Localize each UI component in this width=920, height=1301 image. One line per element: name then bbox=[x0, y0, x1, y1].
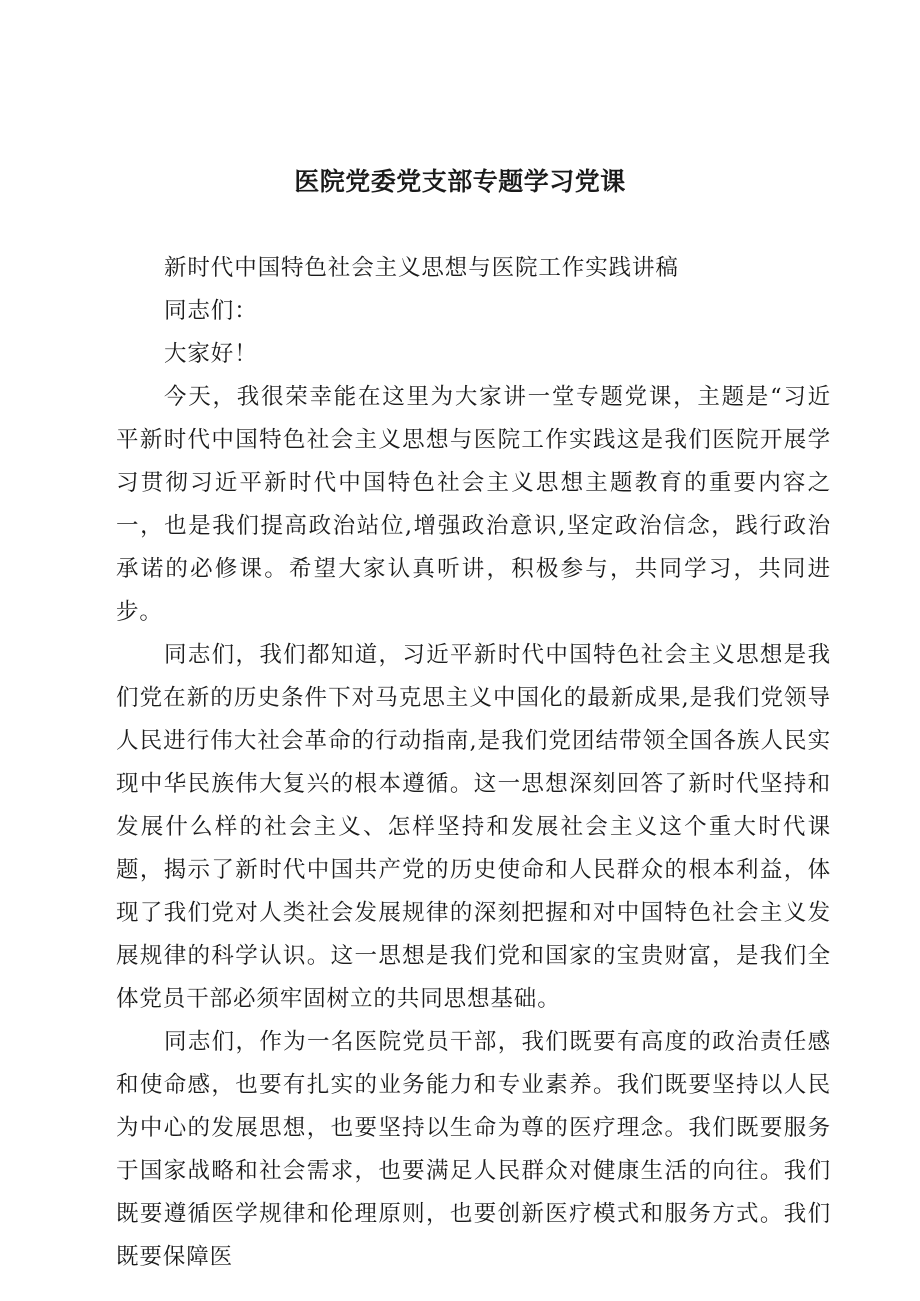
body-paragraph: 同志们，我们都知道，习近平新时代中国特色社会主义思想是我们党在新的历史条件下对马克思主义中国化的最新成果,是我们党领导人民进行伟大社会革命的行动指南,是我们党团结带领全国各族人民实现中华民族伟大复兴的根本遵循。这一思想深刻回答了新时代坚持和发展什么样的社会主义、怎样坚持和发展社会主义这个重大时代课题，揭示了新时代中国共产党的历史使命和人民群众的根本利益，体现了我们党对人类社会发展规律的深刻把握和对中国特色社会主义发展规律的科学认识。这一思想是我们党和国家的宝贵财富，是我们全体党员干部必须牢固树立的共同思想基础。 bbox=[116, 642, 831, 1012]
subtitle-paragraph: 新时代中国特色社会主义思想与医院工作实践讲稿 bbox=[164, 255, 679, 281]
body-paragraph: 今天，我很荣幸能在这里为大家讲一堂专题党课，主题是“习近平新时代中国特色社会主义思想与医院工作实践这是我们医院开展学习贯彻习近平新时代中国特色社会主义思想主题教育的重要内容之一，也是我们提高政治站位,增强政治意识,坚定政治信念，践行政治承诺的必修课。希望大家认真听讲，积极参与，共同学习，共同进步。 bbox=[116, 384, 831, 625]
greeting-paragraph: 大家好！ bbox=[164, 341, 258, 367]
body-paragraph: 同志们，作为一名医院党员干部，我们既要有高度的政治责任感和使命感，也要有扎实的业务能力和专业素养。我们既要坚持以人民为中心的发展思想，也要坚持以生命为尊的医疗理念。我们既要服务于国家战略和社会需求，也要满足人民群众对健康生活的向往。我们既要遵循医学规律和伦理原则，也要创新医疗模式和服务方式。我们既要保障医 bbox=[116, 1029, 831, 1270]
document-body bbox=[116, 247, 831, 1279]
salutation-paragraph: 同志们： bbox=[164, 298, 258, 324]
document-title: 医院党委党支部专题学习党课 bbox=[294, 167, 626, 196]
